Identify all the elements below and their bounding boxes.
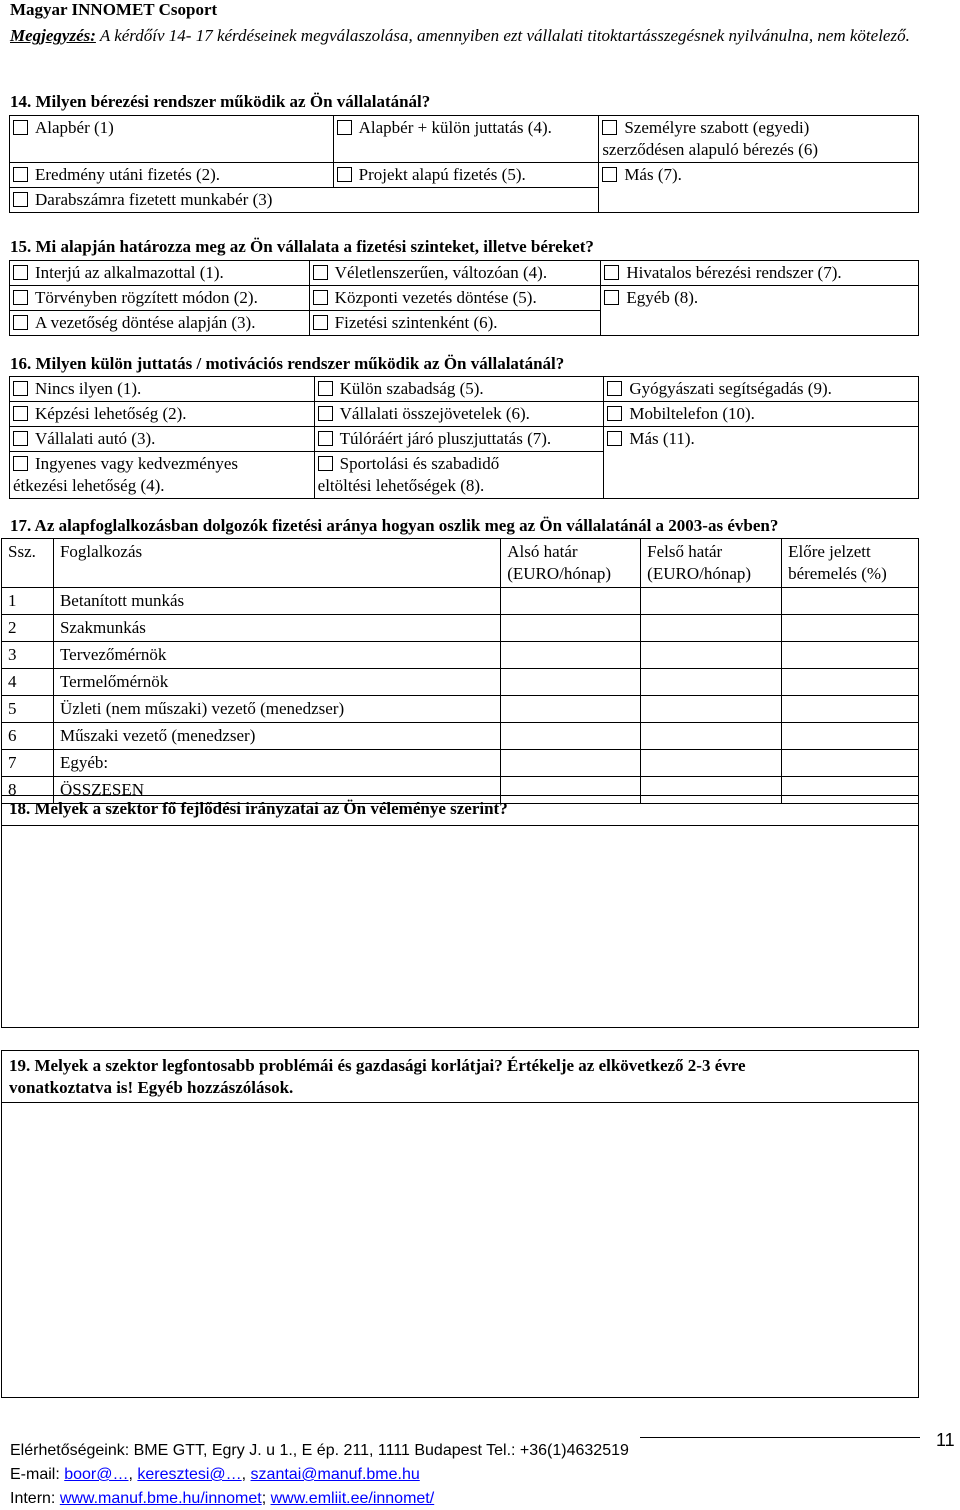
q16-option-7[interactable]: Túlóráért járó pluszjuttatás (7). bbox=[314, 427, 604, 452]
q19-answer-box[interactable] bbox=[1, 1050, 919, 1398]
checkbox[interactable] bbox=[607, 406, 622, 421]
q16-option-6[interactable]: Vállalati összejövetelek (6). bbox=[314, 402, 604, 427]
checkbox[interactable] bbox=[604, 265, 619, 280]
checkbox[interactable] bbox=[13, 406, 28, 421]
q16-option-9[interactable]: Gyógyászati segítségadás (9). bbox=[604, 377, 919, 402]
input-cell[interactable] bbox=[782, 723, 919, 750]
q16-option-2[interactable]: Képzési lehetőség (2). bbox=[10, 402, 315, 427]
row-number: 4 bbox=[2, 669, 54, 696]
footer-divider bbox=[640, 1437, 920, 1438]
q15-option-1[interactable]: Interjú az alkalmazottal (1). bbox=[10, 261, 310, 286]
checkbox[interactable] bbox=[318, 406, 333, 421]
row-number: 6 bbox=[2, 723, 54, 750]
q15-option-7[interactable]: Hivatalos bérezési rendszer (7). bbox=[601, 261, 919, 286]
input-cell[interactable] bbox=[641, 669, 782, 696]
q16-title: 16. Milyen külön juttatás / motivációs rendszer működik az Ön vállalatánál? bbox=[10, 354, 565, 373]
checkbox[interactable] bbox=[13, 381, 28, 396]
input-cell[interactable] bbox=[641, 588, 782, 615]
checkbox[interactable] bbox=[604, 290, 619, 305]
note-paragraph bbox=[10, 25, 910, 47]
input-cell[interactable] bbox=[501, 696, 641, 723]
input-cell[interactable] bbox=[501, 588, 641, 615]
q16-option-3[interactable]: Vállalati autó (3). bbox=[10, 427, 315, 452]
input-cell[interactable] bbox=[641, 642, 782, 669]
row-label: Egyéb: bbox=[53, 750, 500, 777]
checkbox[interactable] bbox=[313, 265, 328, 280]
row-number: 8 bbox=[2, 777, 54, 804]
q14-option-4[interactable]: Alapbér + külön juttatás (4). bbox=[333, 116, 599, 163]
input-cell[interactable] bbox=[641, 723, 782, 750]
q16-option-8[interactable]: Sportolási és szabadidő eltöltési lehetőségek (8). bbox=[314, 452, 604, 499]
table-row bbox=[2, 615, 919, 642]
q14-option-6[interactable]: Személyre szabott (egyedi) szerződésen alapuló bérezés (6) bbox=[599, 116, 919, 163]
q15-option-8[interactable]: Egyéb (8). bbox=[601, 286, 919, 336]
row-number: 1 bbox=[2, 588, 54, 615]
q14-title: 14. Milyen bérezési rendszer működik az Ön vállalatánál? bbox=[10, 92, 431, 111]
web-link-innomet[interactable]: www.manuf.bme.hu/innomet bbox=[59, 1490, 262, 1507]
q15-title: 15. Mi alapján határozza meg az Ön vállalata a fizetési szinteket, illetve béreket? bbox=[10, 237, 594, 256]
checkbox[interactable] bbox=[13, 290, 28, 305]
checkbox[interactable] bbox=[607, 381, 622, 396]
row-number: 3 bbox=[2, 642, 54, 669]
q19-title: 19. Melyek a szektor legfontosabb problémái és gazdasági korlátjai? Értékelje az elkövetkező 2-3 évre vonatkoztatva is! Egyéb hozzászólások. bbox=[9, 1056, 746, 1097]
checkbox[interactable] bbox=[602, 120, 617, 135]
q14-option-2[interactable]: Eredmény utáni fizetés (2). bbox=[10, 163, 334, 188]
input-cell[interactable] bbox=[641, 615, 782, 642]
input-cell[interactable] bbox=[641, 750, 782, 777]
row-label: ÖSSZESEN bbox=[53, 777, 500, 804]
input-cell[interactable] bbox=[782, 615, 919, 642]
q16-option-1[interactable]: Nincs ilyen (1). bbox=[10, 377, 315, 402]
row-label: Műszaki vezető (menedzser) bbox=[53, 723, 500, 750]
checkbox[interactable] bbox=[337, 120, 352, 135]
checkbox[interactable] bbox=[13, 192, 28, 207]
q16-option-4[interactable]: Ingyenes vagy kedvezményes étkezési lehetőség (4). bbox=[10, 452, 315, 499]
page-number: 11 bbox=[936, 1430, 955, 1450]
checkbox[interactable] bbox=[337, 167, 352, 182]
q15-option-2[interactable]: Törvényben rögzített módon (2). bbox=[10, 286, 310, 311]
input-cell[interactable] bbox=[782, 750, 919, 777]
input-cell[interactable] bbox=[782, 669, 919, 696]
col-header-bermeles: Előre jelzett béremelés (%) bbox=[782, 539, 919, 588]
checkbox[interactable] bbox=[318, 456, 333, 471]
q14-option-7[interactable]: Más (7). bbox=[599, 163, 919, 213]
email-link-keresztesi[interactable]: keresztesi@… bbox=[137, 1466, 242, 1483]
row-number: 2 bbox=[2, 615, 54, 642]
q16-option-10[interactable]: Mobiltelefon (10). bbox=[604, 402, 919, 427]
col-header-also-hatar: Alsó határ (EURO/hónap) bbox=[501, 539, 641, 588]
note-label: Megjegyzés: bbox=[10, 26, 96, 45]
checkbox[interactable] bbox=[13, 167, 28, 182]
q15-option-6[interactable]: Fizetési szintenként (6). bbox=[309, 311, 601, 336]
checkbox[interactable] bbox=[13, 120, 28, 135]
input-cell[interactable] bbox=[641, 696, 782, 723]
q17-title: 17. Az alapfoglalkozásban dolgozók fizetési aránya hogyan oszlik meg az Ön vállalatánál a 2003-as évben? bbox=[10, 516, 779, 535]
q14-option-5[interactable]: Projekt alapú fizetés (5). bbox=[333, 163, 599, 188]
input-cell[interactable] bbox=[501, 669, 641, 696]
input-cell[interactable] bbox=[501, 750, 641, 777]
input-cell[interactable] bbox=[782, 642, 919, 669]
checkbox[interactable] bbox=[318, 381, 333, 396]
col-header-foglalkozas: Foglalkozás bbox=[53, 539, 500, 588]
col-header-ssz: Ssz. bbox=[2, 539, 54, 588]
q16-option-11[interactable]: Más (11). bbox=[604, 427, 919, 499]
checkbox[interactable] bbox=[607, 431, 622, 446]
input-cell[interactable] bbox=[501, 642, 641, 669]
checkbox[interactable] bbox=[602, 167, 617, 182]
footer-contact: Elérhetőségeink: BME GTT, Egry J. u 1., E ép. 211, 1111 Budapest Tel.: +36(1)4632519 bbox=[10, 1442, 629, 1459]
q14-option-3[interactable]: Darabszámra fizetett munkabér (3) bbox=[10, 188, 599, 213]
q16-options-table bbox=[9, 376, 919, 499]
input-cell[interactable] bbox=[501, 723, 641, 750]
row-label: Termelőmérnök bbox=[53, 669, 500, 696]
input-cell[interactable] bbox=[501, 615, 641, 642]
row-number: 7 bbox=[2, 750, 54, 777]
checkbox[interactable] bbox=[13, 265, 28, 280]
q14-option-1[interactable]: Alapbér (1) bbox=[10, 116, 334, 163]
checkbox[interactable] bbox=[313, 290, 328, 305]
table-row bbox=[2, 669, 919, 696]
q15-options-table bbox=[9, 260, 919, 336]
web-link-emliit[interactable]: www.emliit.ee/innomet/ bbox=[270, 1490, 435, 1507]
table-row bbox=[2, 723, 919, 750]
checkbox[interactable] bbox=[318, 431, 333, 446]
organization-header: Magyar INNOMET Csoport bbox=[10, 0, 218, 19]
q15-option-4[interactable]: Véletlenszerűen, változóan (4). bbox=[309, 261, 601, 286]
input-cell[interactable] bbox=[782, 588, 919, 615]
row-label: Szakmunkás bbox=[53, 615, 500, 642]
email-link-boor[interactable]: boor@… bbox=[64, 1466, 129, 1483]
input-cell[interactable] bbox=[782, 696, 919, 723]
checkbox[interactable] bbox=[313, 315, 328, 330]
q15-option-5[interactable]: Központi vezetés döntése (5). bbox=[309, 286, 601, 311]
row-number: 5 bbox=[2, 696, 54, 723]
table-row bbox=[2, 588, 919, 615]
row-label: Betanított munkás bbox=[53, 588, 500, 615]
q18-answer-box[interactable] bbox=[1, 795, 919, 1028]
checkbox[interactable] bbox=[13, 431, 28, 446]
checkbox[interactable] bbox=[13, 315, 28, 330]
footer-web: Intern: www.manuf.bme.hu/innomet; www.emliit.ee/innomet/ bbox=[10, 1490, 435, 1507]
table-row bbox=[2, 642, 919, 669]
q18-title: 18. Melyek a szektor fő fejlődési irányzatai az Ön véleménye szerint? bbox=[9, 799, 508, 818]
note-text: A kérdőív 14- 17 kérdéseinek megválaszolása, amennyiben ezt vállalati titoktartásszegésnek nyilvánulna, nem kötelező. bbox=[95, 26, 910, 45]
row-label: Üzleti (nem műszaki) vezető (menedzser) bbox=[53, 696, 500, 723]
table-row bbox=[2, 750, 919, 777]
row-label: Tervezőmérnök bbox=[53, 642, 500, 669]
q18-title-row bbox=[2, 796, 918, 826]
q16-option-5[interactable]: Külön szabadság (5). bbox=[314, 377, 604, 402]
q19-title-row bbox=[2, 1051, 918, 1103]
q14-options-table bbox=[9, 115, 919, 213]
checkbox[interactable] bbox=[13, 456, 28, 471]
q17-salary-table bbox=[1, 538, 919, 804]
table-row bbox=[2, 696, 919, 723]
q15-option-3[interactable]: A vezetőség döntése alapján (3). bbox=[10, 311, 310, 336]
col-header-felso-hatar: Felső határ (EURO/hónap) bbox=[641, 539, 782, 588]
footer-email: E-mail: boor@…, keresztesi@…, szantai@manuf.bme.hu bbox=[10, 1466, 420, 1483]
email-link-szantai[interactable]: szantai@manuf.bme.hu bbox=[250, 1466, 420, 1483]
